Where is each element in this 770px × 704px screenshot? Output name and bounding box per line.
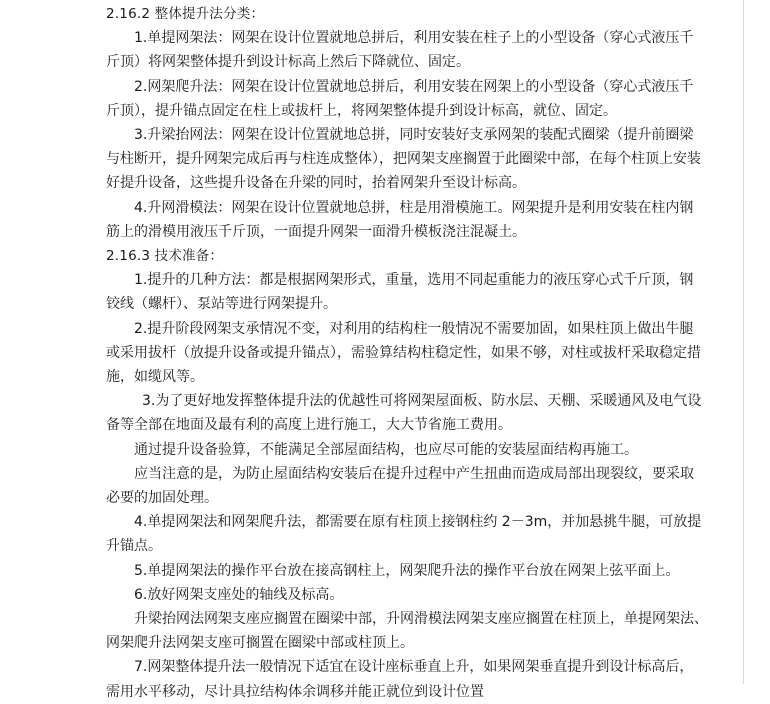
- paragraph-line: 铰线（螺杆）、泵站等进行网架提升。: [106, 296, 337, 313]
- paragraph-line: 升锚点。: [106, 538, 162, 555]
- paragraph-line: 1.提升的几种方法：都是根据网架形式，重量，选用不同起重能力的液压穿心式千斤顶，钢: [134, 272, 694, 289]
- paragraph-line: 网架爬升法网架支座可搁置在圈梁中部或柱顶上。: [106, 635, 414, 652]
- section-heading-2-16-3: 2.16.3 技术准备：: [106, 248, 224, 265]
- paragraph-line: 3.升梁抬网法：网架在设计位置就地总拼，同时安装好支承网架的装配式圈梁（提升前圈梁: [134, 127, 694, 144]
- paragraph-line: 好提升设备，这些提升设备在升梁的同时，抬着网架升至设计标高。: [106, 175, 526, 192]
- paragraph-line: 6.放好网架支座处的轴线及标高。: [134, 586, 344, 603]
- paragraph-line: 2.提升阶段网架支承情况不变，对利用的结构柱一般情况不需要加固，如果柱顶上做出牛腿: [134, 320, 694, 337]
- paragraph-line: 升梁抬网法网架支座应搁置在圈梁中部，升网滑模法网架支座应搁置在柱顶上，单提网架法、: [134, 611, 708, 628]
- paragraph-line: 必要的加固处理。: [106, 490, 218, 507]
- paragraph-line: 1.单提网架法：网架在设计位置就地总拼后，利用安装在柱子上的小型设备（穿心式液压千: [134, 30, 694, 47]
- section-heading-2-16-2: 2.16.2 整体提升法分类：: [106, 6, 265, 22]
- paragraph-line: 备等全部在地面及最有利的高度上进行施工，大大节省施工费用。: [106, 417, 512, 434]
- paragraph-line: 筋上的滑模用液压千斤顶，一面提升网架一面滑升模板浇注混凝土。: [106, 223, 526, 240]
- paragraph-line: 2.网架爬升法：网架在设计位置就地总拼后，利用安装在网架上的小型设备（穿心式液压千: [134, 78, 694, 95]
- paragraph-line: 或采用拔杆（放提升设备或提升锚点），需验算结构柱稳定性，如果不够，对柱或拔杆采取稳定措: [106, 344, 701, 361]
- paragraph-line: 斤顶）将网架整体提升到设计标高上然后下降就位、固定。: [106, 54, 470, 71]
- page-edge-divider: [743, 0, 744, 684]
- paragraph-line: 5.单提网架法的操作平台放在接高钢柱上，网架爬升法的操作平台放在网架上弦平面上。: [134, 562, 680, 579]
- paragraph-line: 4.升网滑模法：网架在设计位置就地总拼，柱是用滑模施工。网架提升是利用安装在柱内钢: [134, 199, 694, 216]
- paragraph-line: 通过提升设备验算，不能满足全部屋面结构，也应尽可能的安装屋面结构再施工。: [134, 441, 638, 458]
- paragraph-line: 7.网架整体提升法一般情况下适宜在设计座标垂直上升，如果网架垂直提升到设计标高后，: [134, 659, 694, 676]
- paragraph-line: 4.单提网架法和网架爬升法，都需要在原有柱顶上接钢柱约 2－3m，并加悬挑牛腿，可放提: [134, 514, 702, 531]
- paragraph-line: 与柱断开，提升网架完成后再与柱连成整体），把网架支座搁置于此圈梁中部，在每个柱顶上安装: [106, 151, 701, 168]
- paragraph-line: 施，如缆风等。: [106, 369, 204, 386]
- paragraph-line: 3.为了更好地发挥整体提升法的优越性可将网架屋面板、防水层、天棚、采暖通风及电气设: [142, 393, 702, 410]
- paragraph-line: 斤顶），提升锚点固定在柱上或拔杆上，将网架整体提升到设计标高，就位、固定。: [106, 102, 617, 119]
- paragraph-line: 需用水平移动，尽计具拉结构体余调移并能正就位到设计位置: [106, 683, 484, 700]
- paragraph-line: 应当注意的是，为防止屋面结构安装后在提升过程中产生扭曲而造成局部出现裂纹，要采取: [134, 465, 694, 482]
